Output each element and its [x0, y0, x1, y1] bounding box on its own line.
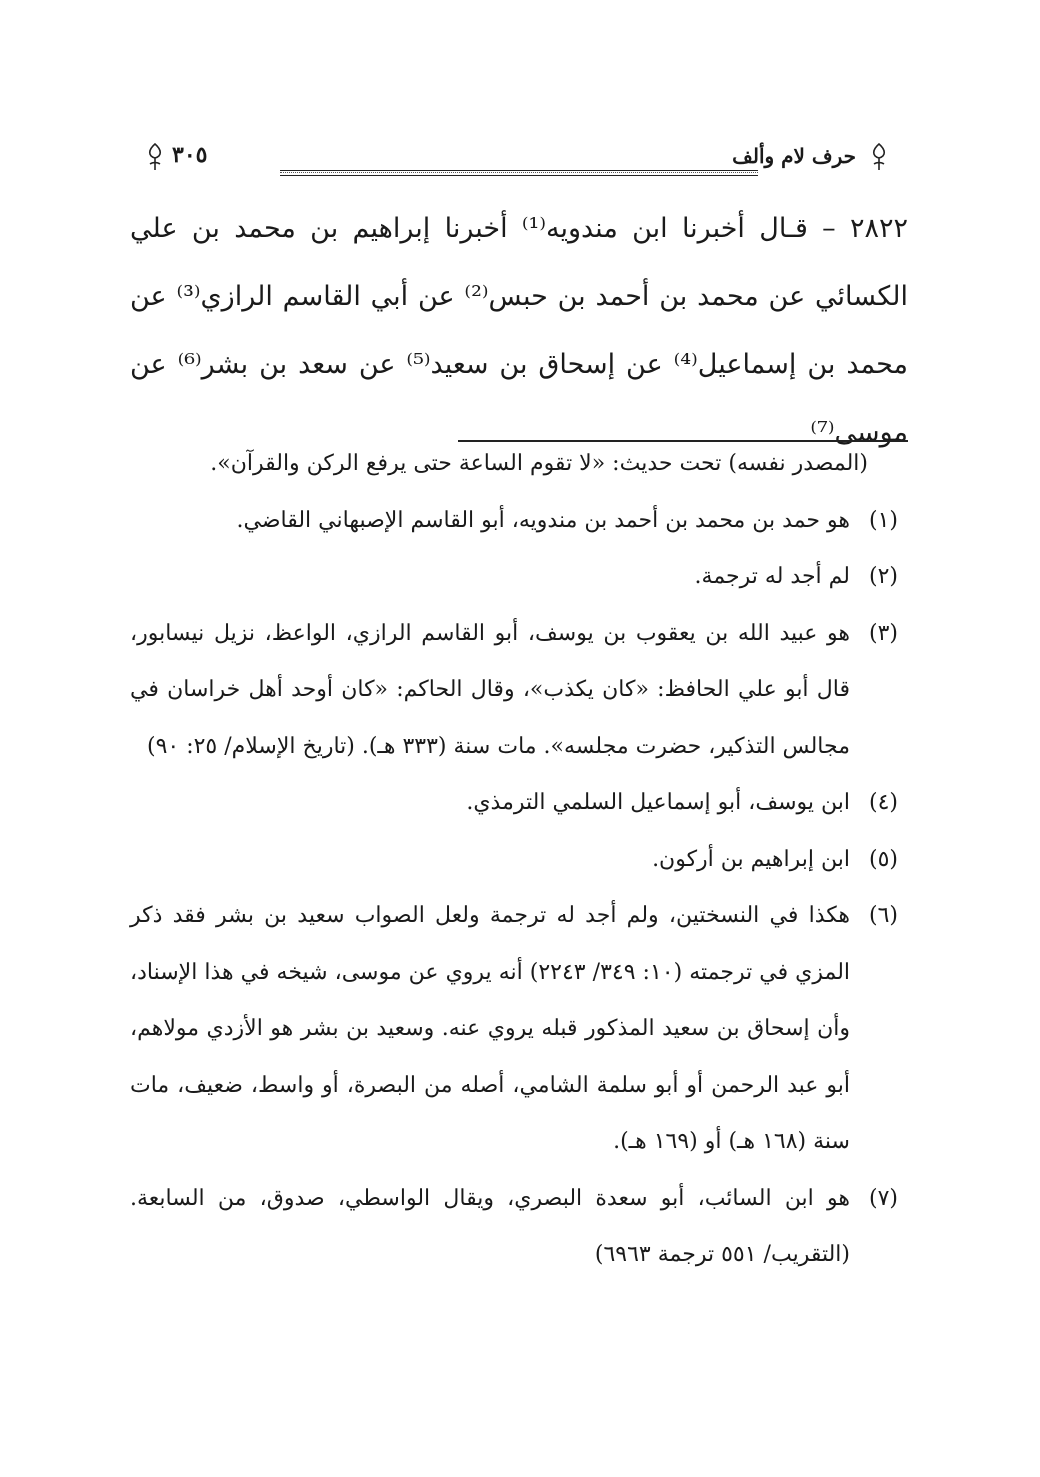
- footnote-text: هو عبيد الله بن يعقوب بن يوسف، أبو القاسم الرازي، الواعظ، نزيل نيسابور، قال أبو علي الحافظ: «كان يكذب»، وقال الحاكم: «كان أوحد أهل خراسان في مجالس التذكير، حضرت مجلسه». مات سنة (٣٣٣ هـ). (تاريخ الإسلام/ ٢٥: ٩٠): [130, 620, 850, 759]
- footnote-source: (المصدر نفسه) تحت حديث: «لا تقوم الساعة حتى يرفع الركن والقرآن».: [210, 451, 868, 476]
- header-rule-inner: [280, 172, 758, 173]
- footnote: [130, 493, 908, 550]
- ornament-icon: [868, 142, 890, 172]
- page-header: [130, 142, 908, 176]
- footnote-number: (٤): [868, 790, 898, 815]
- footnote: [130, 1171, 908, 1284]
- footnote-text: ابن إبراهيم بن أركون.: [652, 846, 850, 872]
- footnote: [130, 775, 908, 832]
- footnote-text: هو حمد بن محمد بن أحمد بن مندويه، أبو القاسم الإصبهاني القاضي.: [236, 507, 850, 533]
- footnote-text: لم أجد له ترجمة.: [694, 564, 850, 589]
- footnote: [130, 549, 908, 606]
- footnote-text: هكذا في النسختين، ولم أجد له ترجمة ولعل الصواب سعيد بن بشر فقد ذكر المزي في ترجمته (١٠: ٣٤٩/ ٢٢٤٣) أنه يروي عن موسى، شيخه في هذا الإسناد، وأن إسحاق بن سعيد المذكور قبله يروي عنه. وسعيد بن بشر هو الأزدي مولاهم، أبو عبد الرحمن أو أبو سلمة الشامي، أصله من البصرة، أو واسط، ضعيف، مات سنة (١٦٨ هـ) أو (١٦٩ هـ).: [130, 903, 851, 1154]
- footnote-number: (٥): [868, 846, 898, 872]
- footnote-text: ابن يوسف، أبو إسماعيل السلمي الترمذي.: [466, 790, 850, 815]
- footnote: [130, 888, 908, 1171]
- page-number: ٣٠٥: [172, 142, 208, 168]
- ornament-icon: [144, 142, 166, 172]
- footnotes: [130, 436, 908, 1284]
- footnote: [130, 832, 908, 889]
- footnote-number: (١): [868, 507, 898, 533]
- hadith-text-block: [130, 195, 908, 467]
- chapter-title: حرف لام وألف: [732, 144, 856, 168]
- footnote-number: (٦): [868, 903, 898, 928]
- footnote-number: (٢): [868, 564, 898, 589]
- footnote-text: هو ابن السائب، أبو سعدة البصري، ويقال الواسطي، صدوق، من السابعة. (التقريب/ ٥٥١ ترجمة ٦٩٦٣): [130, 1185, 850, 1267]
- header-rule: [280, 170, 758, 176]
- footnote-number: (٣): [868, 620, 898, 646]
- footnote-number: (٧): [868, 1185, 898, 1211]
- hadith-text: ٢٨٢٢ – قـال أخبرنا ابن مندويه⁽¹⁾ أخبرنا إبراهيم بن محمد بن علي الكسائي عن محمد بن أحمد بن حبس⁽²⁾ عن أبي القاسم الرازي⁽³⁾ عن محمد بن إسماعيل⁽⁴⁾ عن إسحاق بن سعيد⁽⁵⁾ عن سعد بن بشر⁽⁶⁾ عن موسى⁽⁷⁾: [130, 213, 908, 448]
- footnote: [130, 606, 908, 776]
